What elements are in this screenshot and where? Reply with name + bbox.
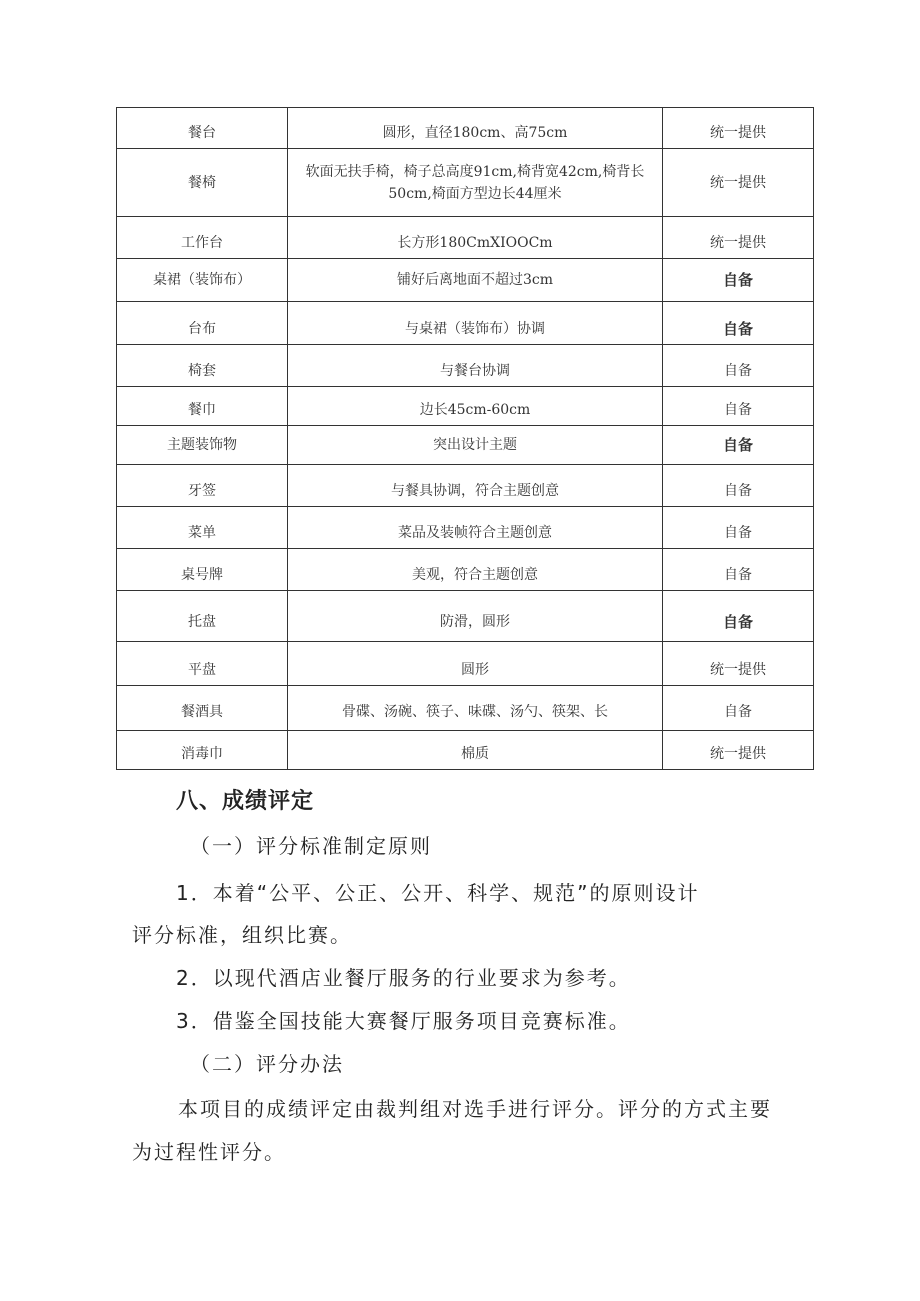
table-cell-item: 餐台 xyxy=(117,108,288,149)
table-row xyxy=(117,591,814,642)
table-cell-supply: 统一提供 xyxy=(663,149,814,217)
paragraph-principle-3: 3．借鉴全国技能大赛餐厅服务项目竞赛标准。 xyxy=(176,1009,631,1033)
table-row xyxy=(117,465,814,507)
table-row xyxy=(117,507,814,549)
table-cell-spec: 长方形180CmXIOOCm xyxy=(288,217,663,259)
table-cell-spec: 与桌裙（装饰布）协调 xyxy=(288,302,663,345)
table-cell-spec: 棉质 xyxy=(288,731,663,770)
table-cell-supply: 自备 xyxy=(663,465,814,507)
table-row xyxy=(117,426,814,465)
paragraph-scoring-method-cont: 为过程性评分。 xyxy=(132,1140,286,1164)
table-row xyxy=(117,387,814,426)
table-cell-item: 餐酒具 xyxy=(117,686,288,731)
paragraph-principle-1: 1．本着“公平、公正、公开、科学、规范”的原则设计 xyxy=(176,881,700,905)
table-cell-item: 桌号牌 xyxy=(117,549,288,591)
table-cell-spec: 圆形 xyxy=(288,642,663,686)
table-cell-spec: 突出设计主题 xyxy=(288,426,663,465)
table-cell-supply: 自备 xyxy=(663,686,814,731)
paragraph-principle-1-cont: 评分标准，组织比赛。 xyxy=(132,923,352,947)
table-cell-supply: 自备 xyxy=(663,507,814,549)
paragraph-scoring-method: 本项目的成绩评定由裁判组对选手进行评分。评分的方式主要 xyxy=(178,1097,772,1121)
table-row xyxy=(117,149,814,217)
table-cell-spec: 与餐具协调，符合主题创意 xyxy=(288,465,663,507)
table-row xyxy=(117,686,814,731)
table-cell-spec: 骨碟、汤碗、筷子、味碟、汤勺、筷架、长 xyxy=(288,686,663,731)
table-cell-item: 平盘 xyxy=(117,642,288,686)
subheading-scoring-principles: （一）评分标准制定原则 xyxy=(190,834,432,858)
table-row xyxy=(117,302,814,345)
table-cell-supply: 统一提供 xyxy=(663,642,814,686)
table-row xyxy=(117,549,814,591)
table-cell-item: 椅套 xyxy=(117,345,288,387)
table-cell-supply: 自备 xyxy=(663,259,814,302)
table-cell-spec: 圆形，直径180cm、高75cm xyxy=(288,108,663,149)
table-cell-item: 餐巾 xyxy=(117,387,288,426)
table-cell-spec: 边长45cm-60cm xyxy=(288,387,663,426)
table-row xyxy=(117,217,814,259)
table-cell-supply: 自备 xyxy=(663,302,814,345)
table-row xyxy=(117,731,814,770)
equipment-table xyxy=(116,107,814,770)
section-heading: 八、成绩评定 xyxy=(176,789,315,814)
table-cell-supply: 统一提供 xyxy=(663,108,814,149)
table-cell-spec: 防滑，圆形 xyxy=(288,591,663,642)
table-cell-spec: 菜品及装帧符合主题创意 xyxy=(288,507,663,549)
paragraph-principle-2: 2．以现代酒店业餐厅服务的行业要求为参考。 xyxy=(176,966,631,990)
table-cell-supply: 统一提供 xyxy=(663,217,814,259)
table-cell-item: 菜单 xyxy=(117,507,288,549)
table-cell-supply: 自备 xyxy=(663,549,814,591)
table-cell-item: 托盘 xyxy=(117,591,288,642)
table-cell-item: 工作台 xyxy=(117,217,288,259)
equipment-table-container xyxy=(116,107,804,770)
table-cell-supply: 自备 xyxy=(663,345,814,387)
subheading-scoring-method: （二）评分办法 xyxy=(190,1052,344,1076)
table-cell-supply: 自备 xyxy=(663,591,814,642)
table-cell-item: 消毒巾 xyxy=(117,731,288,770)
table-cell-item: 台布 xyxy=(117,302,288,345)
table-row xyxy=(117,108,814,149)
table-cell-item: 餐椅 xyxy=(117,149,288,217)
table-cell-supply: 统一提供 xyxy=(663,731,814,770)
table-cell-supply: 自备 xyxy=(663,426,814,465)
table-cell-spec: 铺好后离地面不超过3cm xyxy=(288,259,663,302)
table-cell-item: 主题装饰物 xyxy=(117,426,288,465)
table-cell-spec: 软面无扶手椅，椅子总高度91cm,椅背宽42cm,椅背长50cm,椅面方型边长44厘米 xyxy=(288,149,663,217)
table-row xyxy=(117,259,814,302)
table-cell-supply: 自备 xyxy=(663,387,814,426)
table-cell-item: 牙签 xyxy=(117,465,288,507)
table-cell-spec: 与餐台协调 xyxy=(288,345,663,387)
table-cell-item: 桌裙（装饰布） xyxy=(117,259,288,302)
table-row xyxy=(117,345,814,387)
table-cell-spec: 美观，符合主题创意 xyxy=(288,549,663,591)
table-row xyxy=(117,642,814,686)
